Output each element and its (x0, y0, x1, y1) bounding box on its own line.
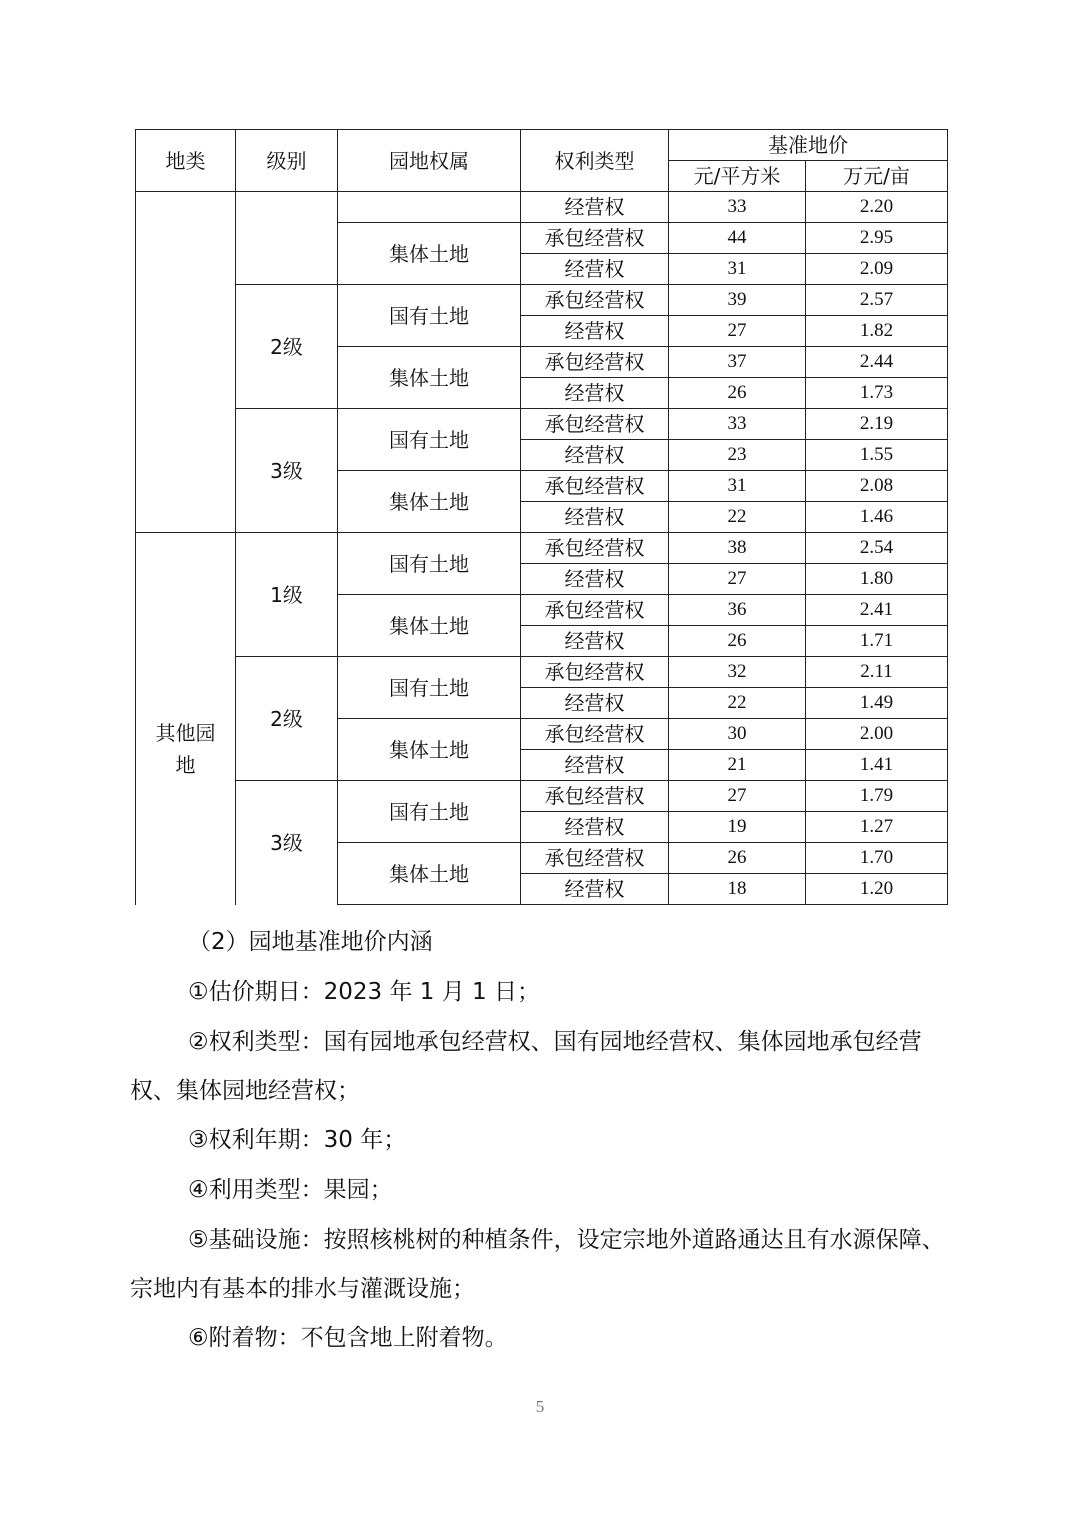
right-type-cell: 经营权 (521, 440, 669, 471)
price-yuan-sqm-cell: 31 (669, 471, 806, 502)
right-type-cell: 经营权 (521, 502, 669, 533)
table-row (136, 657, 948, 688)
right-type-cell: 经营权 (521, 564, 669, 595)
right-type-cell: 承包经营权 (521, 843, 669, 874)
price-wan-mu-cell: 1.20 (806, 874, 948, 905)
right-type-cell: 承包经营权 (521, 533, 669, 564)
ownership-cell: 国有土地 (338, 657, 521, 719)
price-wan-mu-cell: 2.19 (806, 409, 948, 440)
right-type-cell: 经营权 (521, 626, 669, 657)
price-wan-mu-cell: 1.71 (806, 626, 948, 657)
ownership-cell: 集体土地 (338, 347, 521, 409)
price-wan-mu-cell: 1.55 (806, 440, 948, 471)
level-cell: 3级 (236, 781, 338, 905)
table-row (136, 285, 948, 316)
ownership-cell: 集体土地 (338, 595, 521, 657)
ownership-cell: 国有土地 (338, 533, 521, 595)
price-yuan-sqm-cell: 22 (669, 688, 806, 719)
land-class-label: 其他园地 (155, 720, 216, 777)
item-valuation-date: ①估价期日：2023 年 1 月 1 日； (188, 979, 540, 1005)
header-level: 级别 (236, 130, 338, 192)
item-right-term: ③权利年期：30 年； (188, 1127, 407, 1153)
header-unit-wan-mu: 万元/亩 (806, 161, 948, 192)
price-yuan-sqm-cell: 27 (669, 316, 806, 347)
ownership-cell: 集体土地 (338, 223, 521, 285)
price-wan-mu-cell: 1.49 (806, 688, 948, 719)
table-row (136, 781, 948, 812)
price-wan-mu-cell: 2.20 (806, 192, 948, 223)
price-yuan-sqm-cell: 26 (669, 626, 806, 657)
header-base-price: 基准地价 (669, 130, 948, 161)
price-yuan-sqm-cell: 33 (669, 409, 806, 440)
price-yuan-sqm-cell: 22 (669, 502, 806, 533)
price-wan-mu-cell: 2.08 (806, 471, 948, 502)
section-heading: （2）园地基准地价内涵 (188, 929, 433, 955)
land-class-cell (136, 192, 236, 533)
table-row (136, 533, 948, 564)
price-wan-mu-cell: 2.95 (806, 223, 948, 254)
right-type-cell: 经营权 (521, 874, 669, 905)
right-type-cell: 经营权 (521, 316, 669, 347)
level-cell (236, 192, 338, 285)
level-cell: 2级 (236, 285, 338, 409)
item-right-type: ②权利类型：国有园地承包经营权、国有园地经营权、集体园地承包经营权、集体园地经营权； (130, 1029, 922, 1104)
right-type-cell: 承包经营权 (521, 347, 669, 378)
price-wan-mu-cell: 1.73 (806, 378, 948, 409)
ownership-cell: 集体土地 (338, 471, 521, 533)
right-type-cell: 承包经营权 (521, 223, 669, 254)
price-wan-mu-cell: 1.82 (806, 316, 948, 347)
header-unit-yuan-sqm: 元/平方米 (669, 161, 806, 192)
price-yuan-sqm-cell: 19 (669, 812, 806, 843)
right-type-cell: 承包经营权 (521, 409, 669, 440)
price-wan-mu-cell: 2.41 (806, 595, 948, 626)
price-yuan-sqm-cell: 21 (669, 750, 806, 781)
price-yuan-sqm-cell: 39 (669, 285, 806, 316)
price-wan-mu-cell: 1.27 (806, 812, 948, 843)
right-type-cell: 承包经营权 (521, 781, 669, 812)
price-wan-mu-cell: 1.80 (806, 564, 948, 595)
right-type-cell: 承包经营权 (521, 595, 669, 626)
price-yuan-sqm-cell: 30 (669, 719, 806, 750)
price-wan-mu-cell: 2.44 (806, 347, 948, 378)
table-header-row (136, 130, 948, 161)
header-right-type: 权利类型 (521, 130, 669, 192)
price-yuan-sqm-cell: 31 (669, 254, 806, 285)
right-type-cell: 承包经营权 (521, 657, 669, 688)
right-type-cell: 承包经营权 (521, 285, 669, 316)
price-yuan-sqm-cell: 26 (669, 378, 806, 409)
right-type-cell: 经营权 (521, 812, 669, 843)
right-type-cell: 经营权 (521, 750, 669, 781)
price-yuan-sqm-cell: 18 (669, 874, 806, 905)
ownership-cell: 集体土地 (338, 719, 521, 781)
right-type-cell: 经营权 (521, 378, 669, 409)
item-infrastructure: ⑤基础设施：按照核桃树的种植条件，设定宗地外道路通达且有水源保障、宗地内有基本的排水与灌溉设施； (130, 1227, 945, 1302)
level-cell: 1级 (236, 533, 338, 657)
table-row (136, 192, 948, 223)
price-yuan-sqm-cell: 27 (669, 781, 806, 812)
price-yuan-sqm-cell: 44 (669, 223, 806, 254)
price-wan-mu-cell: 1.46 (806, 502, 948, 533)
land-class-cell (136, 533, 236, 905)
price-wan-mu-cell: 2.00 (806, 719, 948, 750)
price-yuan-sqm-cell: 37 (669, 347, 806, 378)
price-yuan-sqm-cell: 38 (669, 533, 806, 564)
ownership-cell (338, 192, 521, 223)
ownership-cell: 集体土地 (338, 843, 521, 905)
right-type-cell: 承包经营权 (521, 471, 669, 502)
price-wan-mu-cell: 1.70 (806, 843, 948, 874)
right-type-cell: 经营权 (521, 688, 669, 719)
item-use-type: ④利用类型：果园； (188, 1177, 393, 1203)
base-land-price-table (135, 129, 948, 905)
item-attachments: ⑥附着物：不包含地上附着物。 (188, 1325, 508, 1351)
right-type-cell: 经营权 (521, 192, 669, 223)
price-wan-mu-cell: 1.79 (806, 781, 948, 812)
table-row (136, 409, 948, 440)
price-yuan-sqm-cell: 33 (669, 192, 806, 223)
ownership-cell: 国有土地 (338, 285, 521, 347)
level-cell: 3级 (236, 409, 338, 533)
page-number: 5 (535, 1397, 545, 1416)
ownership-cell: 国有土地 (338, 781, 521, 843)
header-ownership: 园地权属 (338, 130, 521, 192)
ownership-cell: 国有土地 (338, 409, 521, 471)
price-wan-mu-cell: 2.11 (806, 657, 948, 688)
price-wan-mu-cell: 2.54 (806, 533, 948, 564)
right-type-cell: 经营权 (521, 254, 669, 285)
price-yuan-sqm-cell: 23 (669, 440, 806, 471)
right-type-cell: 承包经营权 (521, 719, 669, 750)
header-land-class: 地类 (136, 130, 236, 192)
price-yuan-sqm-cell: 36 (669, 595, 806, 626)
price-wan-mu-cell: 2.09 (806, 254, 948, 285)
price-wan-mu-cell: 1.41 (806, 750, 948, 781)
price-yuan-sqm-cell: 26 (669, 843, 806, 874)
price-yuan-sqm-cell: 32 (669, 657, 806, 688)
price-yuan-sqm-cell: 27 (669, 564, 806, 595)
price-wan-mu-cell: 2.57 (806, 285, 948, 316)
level-cell: 2级 (236, 657, 338, 781)
